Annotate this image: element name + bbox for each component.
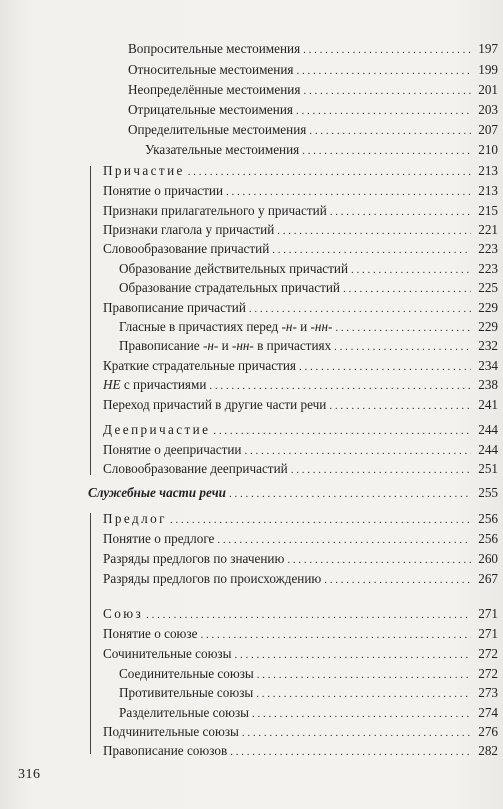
toc-entry xyxy=(119,337,498,355)
toc-entry xyxy=(103,357,498,375)
leader-dots xyxy=(351,261,471,279)
toc-entry-title: Неопределённые местоимения xyxy=(128,82,301,97)
toc-entry-page: 274 xyxy=(478,705,498,720)
toc-entry-page: 207 xyxy=(478,122,498,137)
toc-entry-page: 256 xyxy=(478,511,498,526)
leader-dots xyxy=(291,461,471,479)
toc-entry-title: Разряды предлогов по происхождению xyxy=(103,571,322,586)
toc-entry-title: Определительные местоимения xyxy=(128,122,307,137)
toc-entry-page: 213 xyxy=(478,163,498,178)
toc-entry-page: 221 xyxy=(478,222,498,237)
leader-dots xyxy=(213,422,471,440)
leader-dots xyxy=(335,319,471,337)
toc-entry-title: Признаки глагола у причастий xyxy=(103,222,275,237)
leader-dots xyxy=(329,397,471,415)
toc-entry-page: 251 xyxy=(478,461,498,476)
toc-entry xyxy=(103,202,498,220)
toc-entry-page: 213 xyxy=(478,183,498,198)
toc-entry-page: 271 xyxy=(478,626,498,641)
toc-entry xyxy=(103,221,498,239)
section-bracket-line xyxy=(90,609,91,754)
toc-entry-title: Переход причастий в другие части речи xyxy=(103,397,327,412)
toc-entry-page: 201 xyxy=(478,82,498,97)
toc-entry-title xyxy=(103,376,206,394)
toc-entry xyxy=(119,260,498,278)
page-number: 316 xyxy=(18,767,41,782)
toc-entry xyxy=(103,240,498,258)
toc-entry-title: Деепричастие xyxy=(103,422,211,437)
leader-dots xyxy=(249,300,471,318)
toc-entry-title: Правописание причастий xyxy=(103,300,246,315)
section-bracket-line xyxy=(90,166,91,435)
toc-entry-page: 267 xyxy=(478,571,498,586)
toc-entry-title: Сочинительные союзы xyxy=(103,646,232,661)
toc-entry-title: Противительные союзы xyxy=(119,685,254,700)
leader-dots xyxy=(257,666,471,684)
toc-entry xyxy=(103,299,498,317)
toc-entry-page: 225 xyxy=(478,280,498,295)
toc-entry-page: 215 xyxy=(478,203,498,218)
section-bracket-line xyxy=(90,425,91,475)
toc-entry xyxy=(119,665,498,683)
toc-entry xyxy=(103,182,498,200)
toc-entry-title: Причастие xyxy=(103,163,185,178)
toc-section-heading xyxy=(103,605,498,623)
toc-entry xyxy=(128,40,498,58)
toc-entry xyxy=(103,645,498,663)
toc-entry-title xyxy=(119,318,332,336)
suffix-text: -н- xyxy=(202,338,219,353)
toc-entry-page: 244 xyxy=(478,422,498,437)
toc-entry-page: 203 xyxy=(478,102,498,117)
leader-dots xyxy=(217,531,471,549)
title-text: и xyxy=(296,319,311,334)
toc-entry-page: 271 xyxy=(478,606,498,621)
toc-entry xyxy=(103,723,498,741)
leader-dots xyxy=(287,551,471,569)
toc-entry-title: Словообразование деепричастий xyxy=(103,461,288,476)
toc-entry-page: 276 xyxy=(478,724,498,739)
toc-entry xyxy=(103,460,498,478)
toc-entry-title: Признаки прилагательного у причастий xyxy=(103,203,327,218)
leader-dots xyxy=(230,743,471,761)
toc-entry-title: Разделительные союзы xyxy=(119,705,250,720)
toc-entry xyxy=(128,61,498,79)
toc-entry xyxy=(119,704,498,722)
toc-entry xyxy=(103,625,498,643)
toc-entry-page: 272 xyxy=(478,666,498,681)
toc-entry-title: Отрицательные местоимения xyxy=(128,102,293,117)
toc-entry-page: 282 xyxy=(478,743,498,758)
leader-dots xyxy=(244,442,471,460)
toc-entry-title: Краткие страдательные причастия xyxy=(103,358,296,373)
toc-entry xyxy=(103,396,498,414)
toc-entry-title: Разряды предлогов по значению xyxy=(103,551,285,566)
toc-entry-title xyxy=(119,337,331,355)
toc-entry-title: Понятие о причастии xyxy=(103,183,224,198)
toc-entry xyxy=(103,376,498,394)
suffix-text: -нн- xyxy=(310,319,333,334)
toc-entry xyxy=(103,530,498,548)
toc-entry-title: Вопросительные местоимения xyxy=(128,41,301,56)
title-text: с причастиями xyxy=(120,377,207,392)
toc-entry-title: Словообразование причастий xyxy=(103,241,270,256)
toc-entry xyxy=(128,81,498,99)
toc-entry-page: 241 xyxy=(478,397,498,412)
leader-dots xyxy=(296,102,471,120)
leader-dots xyxy=(235,646,471,664)
toc-entry-page: 223 xyxy=(478,241,498,256)
suffix-text: -нн- xyxy=(231,338,254,353)
toc-section-heading xyxy=(103,510,498,528)
toc-entry-title: Предлог xyxy=(103,511,167,526)
toc-entry-title: Соединительные союзы xyxy=(119,666,254,681)
toc-part-heading xyxy=(88,484,498,502)
toc-entry-page: 197 xyxy=(478,41,498,56)
toc-entry xyxy=(145,141,498,159)
toc-entry-title: Понятие о деепричастии xyxy=(103,442,242,457)
title-text: в причастиях xyxy=(253,338,332,353)
leader-dots xyxy=(229,485,471,503)
toc-entry xyxy=(103,742,498,760)
toc-entry-title: Образование действительных причастий xyxy=(119,261,349,276)
section-bracket-line xyxy=(90,513,91,614)
toc-entry-page: 244 xyxy=(478,442,498,457)
suffix-text: -н- xyxy=(281,319,297,334)
toc-entry-page: 229 xyxy=(478,319,498,334)
leader-dots xyxy=(302,142,471,160)
leader-dots xyxy=(200,626,471,644)
toc-entry-page: 260 xyxy=(478,551,498,566)
toc-entry-page: 199 xyxy=(478,62,498,77)
toc-section-heading xyxy=(103,421,498,439)
toc-section-heading xyxy=(103,162,498,180)
toc-entry-title: Правописание союзов xyxy=(103,743,228,758)
toc-entry-title: Союз xyxy=(103,606,144,621)
title-text: Гласные в причастиях перед xyxy=(119,319,282,334)
toc-entry xyxy=(128,101,498,119)
leader-dots xyxy=(330,203,471,221)
toc-entry-title: Образование страдательных причастий xyxy=(119,280,340,295)
leader-dots xyxy=(252,705,471,723)
title-text: и xyxy=(218,338,232,353)
leader-dots xyxy=(272,241,471,259)
toc-entry xyxy=(103,570,498,588)
leader-dots xyxy=(334,338,471,356)
toc-entry-title: Служебные части речи xyxy=(88,485,226,500)
toc-entry-title: Понятие о предлоге xyxy=(103,531,215,546)
toc-entry-title: Относительные местоимения xyxy=(128,62,294,77)
toc-entry xyxy=(119,318,498,336)
leader-dots xyxy=(303,41,471,59)
leader-dots xyxy=(296,62,471,80)
toc-entry xyxy=(103,550,498,568)
toc-entry-page: 238 xyxy=(478,377,498,392)
leader-dots xyxy=(146,606,471,624)
toc-entry-page: 255 xyxy=(478,485,498,500)
leader-dots xyxy=(188,163,471,181)
leader-dots xyxy=(343,280,471,298)
toc-entry xyxy=(103,441,498,459)
title-text: НЕ xyxy=(103,377,121,392)
toc-entry xyxy=(119,279,498,297)
leader-dots xyxy=(256,685,471,703)
leader-dots xyxy=(209,377,471,395)
toc-entry-title: Подчинительные союзы xyxy=(103,724,239,739)
toc-entry-page: 229 xyxy=(478,300,498,315)
toc-entry-page: 256 xyxy=(478,531,498,546)
toc-entry-page: 210 xyxy=(478,142,498,157)
leader-dots xyxy=(226,183,471,201)
leader-dots xyxy=(309,122,471,140)
toc-entry-page: 232 xyxy=(478,338,498,353)
leader-dots xyxy=(277,222,471,240)
leader-dots xyxy=(324,571,471,589)
toc-entry-title: Указательные местоимения xyxy=(145,142,300,157)
leader-dots xyxy=(170,511,471,529)
toc-entry-page: 223 xyxy=(478,261,498,276)
leader-dots xyxy=(242,724,471,742)
leader-dots xyxy=(299,358,471,376)
toc-entry xyxy=(128,121,498,139)
toc-entry-title: Понятие о союзе xyxy=(103,626,198,641)
toc-entry xyxy=(119,684,498,702)
toc-entry-page: 234 xyxy=(478,358,498,373)
leader-dots xyxy=(303,82,471,100)
title-text: Правописание xyxy=(119,338,203,353)
toc-entry-page: 273 xyxy=(478,685,498,700)
toc-entry-page: 272 xyxy=(478,646,498,661)
